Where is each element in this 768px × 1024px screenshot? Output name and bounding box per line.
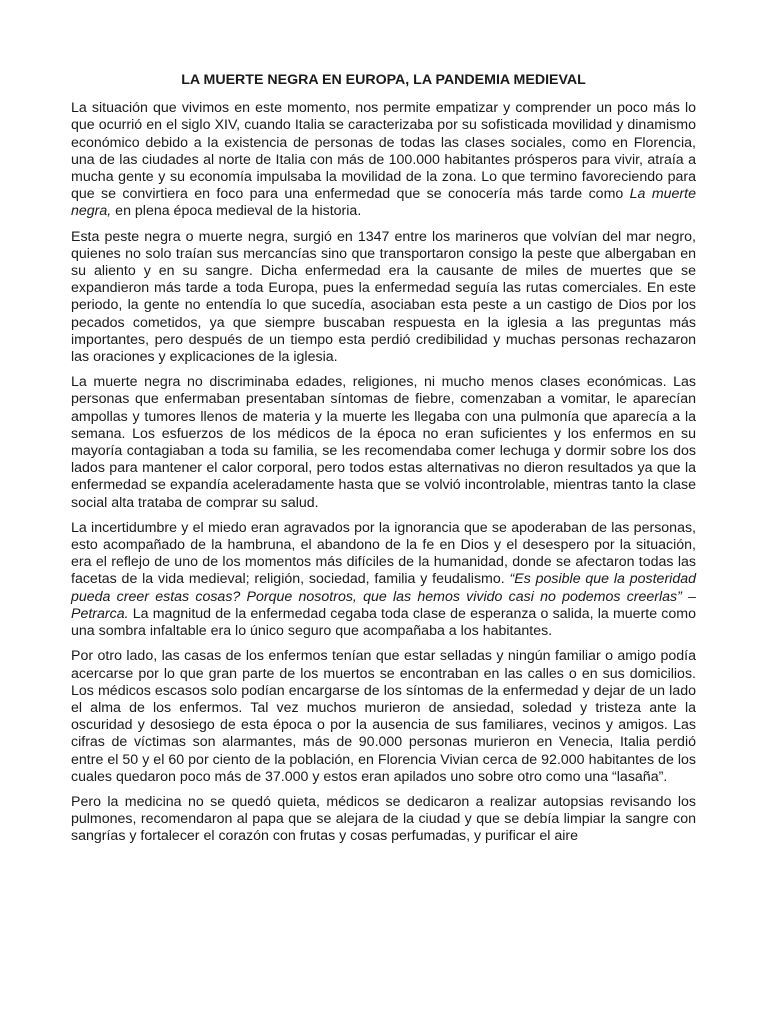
paragraph-4-text-b: La magnitud de la enfermedad cegaba toda clase de esperanza o salida, la muerte como una sombra infaltable era lo único seguro que acompañaba a los habitantes. [71, 605, 696, 640]
paragraph-6: Pero la medicina no se quedó quieta, médicos se dedicaron a realizar autopsias revisando los pulmones, recomendaron al papa que se alejara de la ciudad y que se debía limpiar la sangre con sangrías y fortalecer el corazón con frutas y cosas perfumadas, y purificar el aire [71, 793, 696, 845]
paragraph-2: Esta peste negra o muerte negra, surgió en 1347 entre los marineros que volvían del mar negro, quienes no solo traían sus mercancías sino que transportaron consigo la peste que albergaban en su aliento y en su sangre. Dicha enfermedad era la causante de miles de muertes que se expandieron más tarde a toda Europa, pues la enfermedad seguía las rutas comerciales. En este periodo, la gente no entendía lo que sucedía, asociaban esta peste a un castigo de Dios por los pecados cometidos, ya que siempre buscaban respuesta en la iglesia a las preguntas más importantes, pero después de un tiempo esta perdió credibilidad y muchas personas rechazaron las oraciones y explicaciones de la iglesia. [71, 228, 696, 366]
paragraph-3: La muerte negra no discriminaba edades, religiones, ni mucho menos clases económicas. Las personas que enfermaban presentaban síntomas de fiebre, comenzaban a vomitar, le aparecían ampollas y tumores llenos de materia y la muerte les llegaba con una pulmonía que aparecía a la semana. Los esfuerzos de los médicos de la época no eran suficientes y los enfermos en su mayoría contagiaban a toda su familia, se les recomendaba comer lechuga y dormir sobre los dos lados para mantener el calor corporal, pero todos estas alternativas no dieron resultados ya que la enfermedad se expandía aceleradamente hasta que se volvió incontrolable, mientras tanto la clase social alta trataba de comprar su salud. [71, 374, 696, 511]
paragraph-1 [71, 100, 696, 220]
paragraph-1-text-b: en plena época medieval de la historia. [111, 203, 362, 220]
document-page [71, 72, 696, 854]
paragraph-1-italic: La muerte negra, [71, 186, 696, 220]
paragraph-1-text-a: La situación que vivimos en este momento, nos permite empatizar y comprender un poco más lo que ocurrió en el siglo XIV, cuando Italia se caracterizaba por su sofisticada movilidad y dinamismo económico debido a la existencia de personas de todas las clases sociales, como en Florencia, una de las ciudades al norte de Italia con más de 100.000 habitantes prósperos para vivir, atraía a mucha gente y su economía impulsaba la movilidad de la zona. Lo que termino favoreciendo para que se convirtiera en foco para una enfermedad que se conocería más tarde como [71, 100, 696, 203]
document-title: LA MUERTE NEGRA EN EUROPA, LA PANDEMIA MEDIEVAL [181, 72, 586, 88]
paragraph-5: Por otro lado, las casas de los enfermos tenían que estar selladas y ningún familiar o amigo podía acercarse por lo que gran parte de los muertos se encontraban en las calles o en sus domicilios. Los médicos escasos solo podían encargarse de los síntomas de la enfermedad y dejar de un lado el alma de los enfermos. Tal vez muchos murieron de ansiedad, soledad y tristeza ante la oscuridad y desosiego de esta época o por la ausencia de sus familiares, vecinos y amigos. Las cifras de víctimas son alarmantes, más de 90.000 personas murieron en Venecia, Italia perdió entre el 50 y el 60 por ciento de la población, en Florencia Vivian cerca de 92.000 habitantes de los cuales quedaron poco más de 37.000 y estos eran apilados uno sobre otro como una “lasaña”. [71, 648, 696, 785]
paragraph-4 [71, 520, 696, 640]
petrarca-quote: “Es posible que la posteridad pueda creer estas cosas? Porque nosotros, que las hemos vivido casi no podemos creerlas” – Petrarca. [71, 571, 696, 622]
paragraph-4-text-a: La incertidumbre y el miedo eran agravados por la ignorancia que se apoderaban de las personas, esto acompañado de la hambruna, el abandono de la fe en Dios y el desespero por la situación, era el reflejo de uno de los momentos más difíciles de la humanidad, donde se afectaron todas las facetas de la vida medieval; religión, sociedad, familia y feudalismo. [71, 519, 696, 588]
